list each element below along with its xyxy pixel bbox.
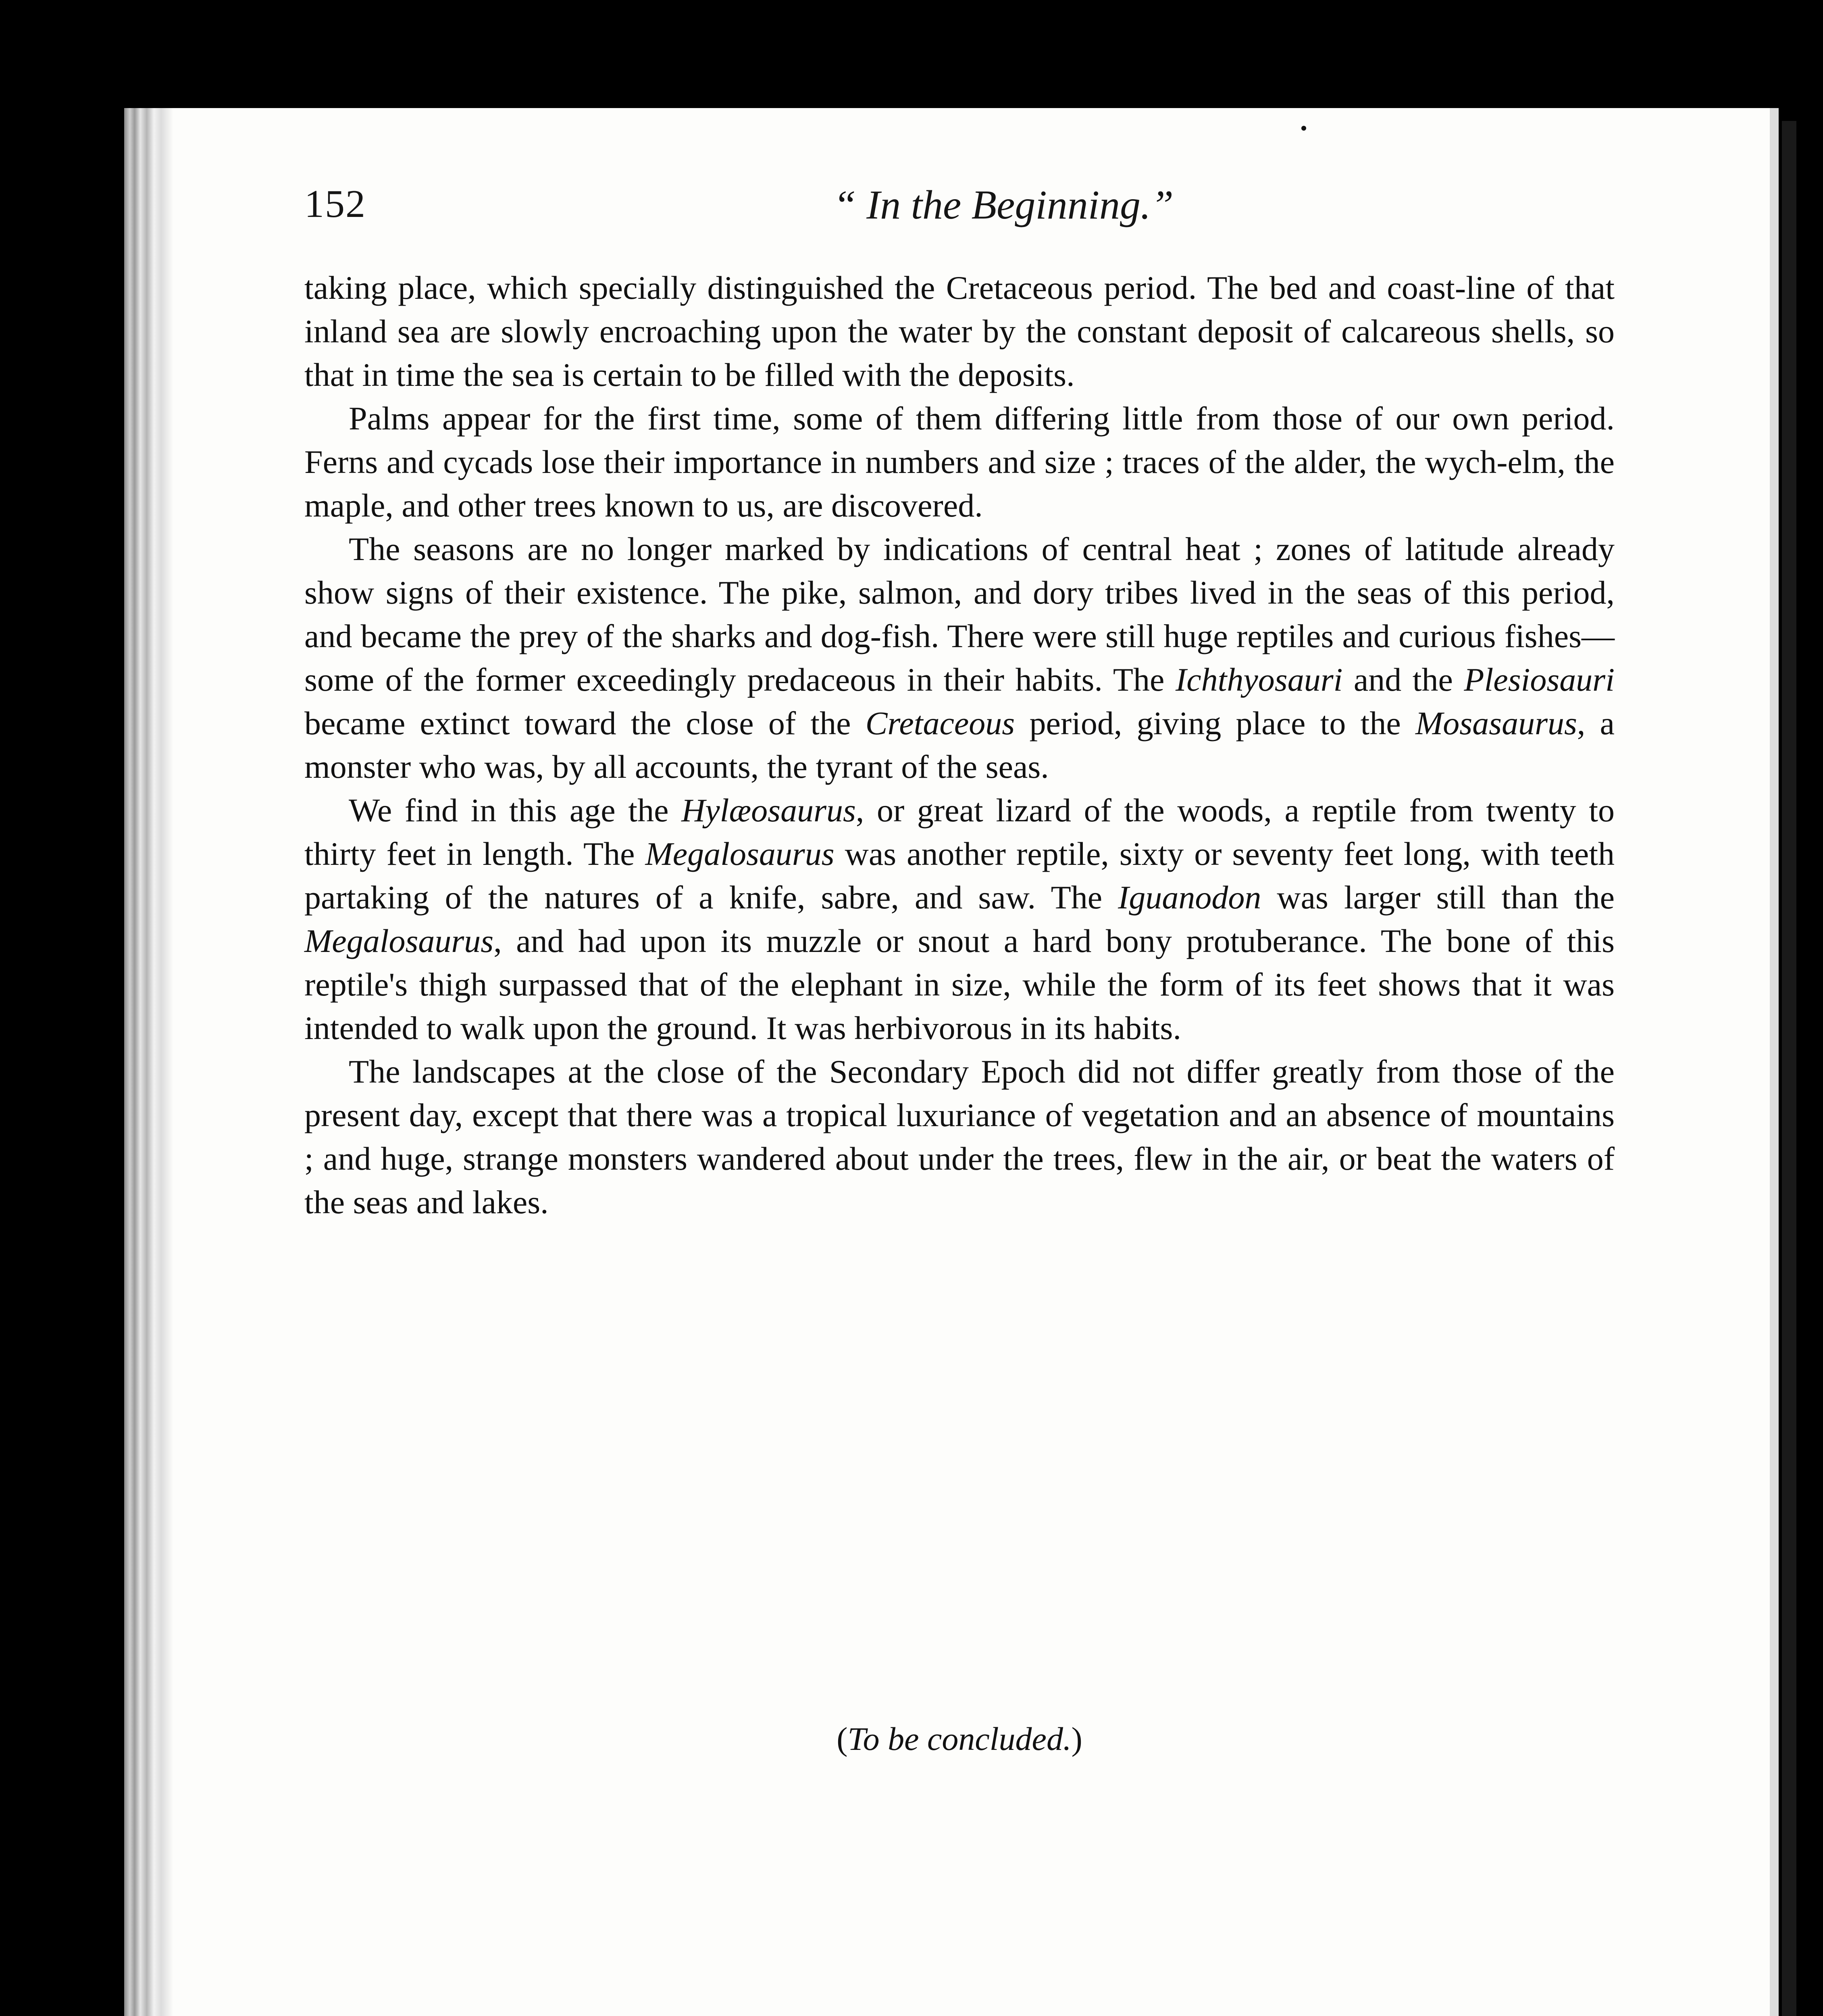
page-number: 152	[304, 182, 366, 226]
note-open-paren: (	[837, 1720, 848, 1757]
italic-term: Ichthyosauri	[1175, 661, 1343, 698]
running-title: “ In the Beginning.”	[833, 182, 1174, 228]
note-close-paren: )	[1071, 1720, 1082, 1757]
to-be-concluded-note	[304, 1720, 1615, 1758]
paragraph	[304, 397, 1615, 527]
text-run: The landscapes at the close of the Secondary Epoch did not differ greatly from those of the present day, except that there was a tropical luxuriance of vegetation and an absence of mountains ; and huge, strange monsters wandered about under the trees, flew in the air, or beat the waters of the seas and lakes.	[304, 1053, 1615, 1220]
text-run: period, giving place to the	[1015, 705, 1415, 741]
text-run: Palms appear for the first time, some of them differing little from those of our own period. Ferns and cycads lose their importance in numbers and size ; traces of the alder, the wych-elm, the maple, and other trees known to us, are discovered.	[304, 400, 1615, 524]
italic-term: Cretaceous	[865, 705, 1015, 741]
italic-term: Megalosaurus	[645, 835, 835, 872]
text-run: We find in this age the	[349, 792, 682, 829]
paragraph	[304, 789, 1615, 1050]
text-run: , or great lizard of the woods, a reptile from twenty to thirty feet in length. The	[304, 792, 1615, 872]
text-run: and the	[1342, 661, 1464, 698]
text-run: , and had upon its muzzle or snout a hard bony protuberance. The bone of this reptile's thigh surpassed that of the elephant in size, while the form of its feet shows that it was intended to walk upon the ground. It was herbivorous in its habits.	[304, 923, 1615, 1046]
article-body	[304, 266, 1615, 1224]
text-run: was larger still than the	[1261, 879, 1615, 916]
paragraph	[304, 1050, 1615, 1224]
page-gutter	[124, 108, 173, 2016]
speck-top	[1301, 126, 1306, 131]
text-run: The seasons are no longer marked by indications of central heat ; zones of latitude already show signs of their existence. The pike, salmon, and dory tribes lived in the seas of this period, and became the prey of the sharks and dog-fish. There were still huge reptiles and curious fishes—some of the former exceedingly predaceous in their habits. The	[304, 531, 1615, 698]
paragraph	[304, 266, 1615, 397]
italic-term: Plesiosauri	[1464, 661, 1615, 698]
text-run: taking place, which specially distinguished the Cretaceous period. The bed and coast-line of that inland sea are slowly encroaching upon the water by the constant deposit of calcareous shells, so that in time the sea is certain to be filled with the deposits.	[304, 269, 1615, 393]
text-run: , a monster who was, by all accounts, the tyrant of the seas.	[304, 705, 1615, 785]
running-head	[304, 181, 1615, 238]
text-run: became extinct toward the close of the	[304, 705, 866, 741]
text-run: was another reptile, sixty or seventy feet long, with teeth partaking of the natures of a knife, sabre, and saw. The	[304, 835, 1615, 916]
binding-shadow	[1782, 121, 1796, 2016]
italic-term: Megalosaurus	[304, 923, 494, 959]
italic-term: Hylæosaurus	[681, 792, 856, 829]
italic-term: Mosasaurus	[1415, 705, 1577, 741]
italic-term: Iguanodon	[1118, 879, 1261, 916]
note-text: To be concluded.	[847, 1720, 1072, 1757]
facing-page-edge	[1770, 108, 1779, 2016]
paragraph	[304, 527, 1615, 789]
